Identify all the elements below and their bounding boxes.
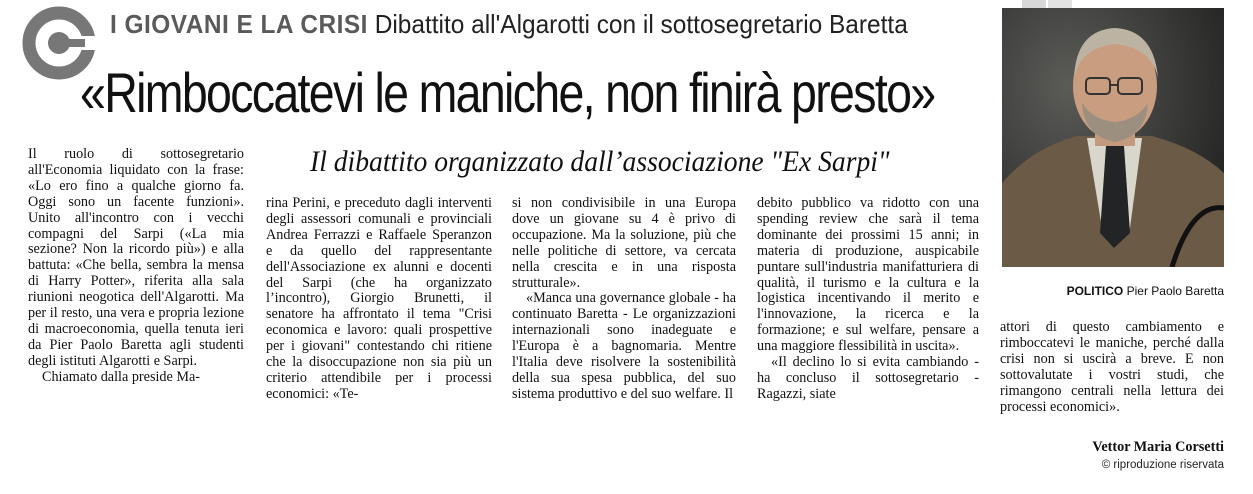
- photo-caption: [1000, 283, 1224, 299]
- article-column-4: [757, 196, 979, 403]
- copyright-notice: © riproduzione riservata: [1101, 459, 1224, 471]
- kicker-section: I GIOVANI E LA CRISI: [110, 9, 368, 39]
- subtitle: Il dibattito organizzato dall’associazione "Ex Sarpi": [310, 145, 890, 178]
- article-column-3: [512, 196, 736, 403]
- article-column-5: [1000, 320, 1224, 415]
- caption-text: Pier Paolo Baretta: [1126, 284, 1224, 298]
- paragraph: «Manca una governance globale - ha continuato Baretta - Le organizzazioni internazionali sono inadeguate e l'Europa è a bagnomaria. Mentre l'Italia deve risolvere la sostenibilità della sua spesa pubblica, del suo sistema produttivo e del suo welfare. Il: [512, 290, 736, 402]
- paragraph: «Il declino lo si evita cambiando - ha concluso il sottosegretario - Ragazzi, siate: [757, 354, 979, 402]
- article-column-1: [28, 147, 244, 386]
- headline: «Rimboccatevi le maniche, non finirà presto»: [80, 61, 935, 124]
- portrait-photo: [1002, 8, 1224, 267]
- paragraph: attori di questo cambiamento e rimboccatevi le maniche, perché dalla crisi non si uscirà a breve. E non sottovalutate i vostri studi, che rimangono centrali nella lettura dei processi economici».: [1000, 319, 1224, 415]
- paragraph: rina Perini, e preceduto dagli interventi degli assessori comunali e provinciali Andrea Ferrazzi e Raffaele Speranzon e da quello del rappresentante dell'Associazione ex alunni e docenti del Sarpi (che ha organizzato l’incontro), Giorgio Brunetti, il senatore ha affrontato il tema "Crisi economica e lavoro: quali prospettive per i giovani" contestando chi ritiene che la disoccupazione non sia più un criterio attendibile per i processi economici: «Te-: [266, 195, 492, 402]
- article-column-2: [266, 196, 492, 403]
- author-byline: Vettor Maria Corsetti: [1092, 439, 1224, 455]
- caption-label: POLITICO: [1066, 284, 1124, 298]
- paragraph: si non condivisibile in una Europa dove un giovane su 4 è privo di occupazione. Ma la soluzione, più che nelle politiche di settore, va cercata nella crescita e in una risposta strutturale».: [512, 195, 736, 291]
- kicker-text: Dibattito all'Algarotti con il sottosegretario Baretta: [374, 9, 908, 39]
- kicker-line: [110, 8, 908, 40]
- paragraph: Chiamato dalla preside Ma-: [42, 368, 200, 385]
- paragraph: debito pubblico va ridotto con una spending review che sarà il tema dominante dei prossimi 15 anni; in materia di produzione, auspicabile puntare sull'industria manifatturiera di qualità, il turismo e la cultura e la logistica incentivando il merito e l'innovazione, la ricerca e la formazione; e sul welfare, pensare a una maggiore flessibilità in uscita».: [757, 195, 979, 355]
- paragraph: Il ruolo di sottosegretario all'Economia liquidato con la frase: «Lo ero fino a qualche giorno fa. Oggi sono un facente funzioni». Unito all'incontro con i vecchi compagni del Sarpi («La mia sezione? Non la ricordo più») e alla battuta: «Che bella, sembra la mensa di Harry Potter», riferita alla sala riunioni neogotica dell'Algarotti. Ma per il resto, una vera e propria lezione di macroeconomia, quella tenuta ieri da Pier Paolo Baretta agli studenti degli istituti Algarotti e Sarpi.: [28, 146, 244, 369]
